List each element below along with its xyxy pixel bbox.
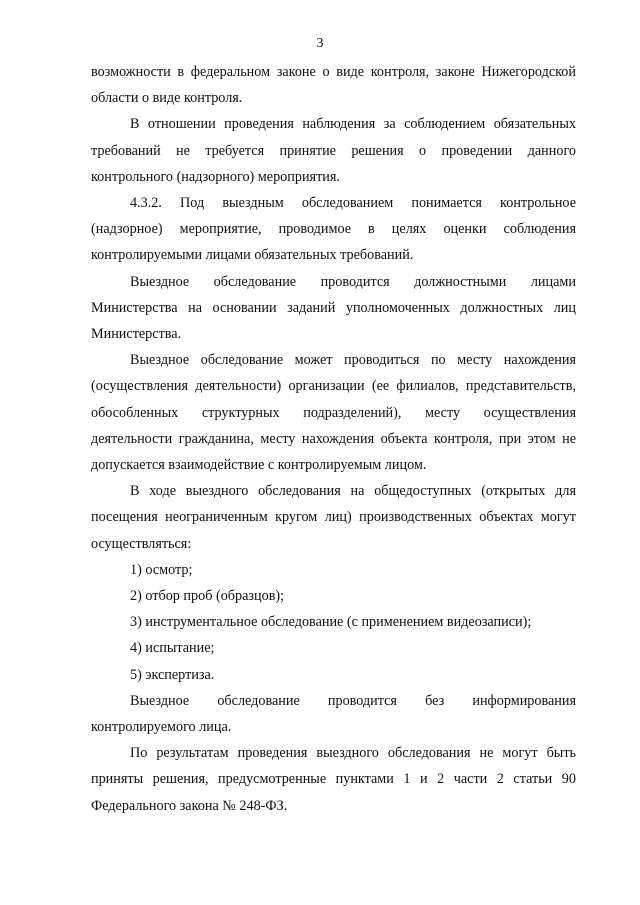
paragraph-continuation: возможности в федеральном законе о виде контроля, законе Нижегородской области о виде контроля.	[91, 64, 576, 107]
paragraph-definition: 4.3.2. Под выездным обследованием понимается контрольное (надзорное) мероприятие, проводимое в целях оценки соблюдения контролируемыми лицами обязательных требований.	[91, 195, 576, 264]
paragraph-observation: В отношении проведения наблюдения за соблюдением обязательных требований не требуется принятие решения о проведении данного контрольного (надзорного) мероприятия.	[91, 116, 576, 185]
list-item-expertise: 5) экспертиза.	[130, 666, 215, 683]
paragraph-officials: Выездное обследование проводится должностными лицами Министерства на основании заданий уполномоченных должностных лиц Министерства.	[91, 273, 576, 343]
paragraph-no-informing: Выездное обследование проводится без информирования контролируемого лица.	[91, 692, 576, 736]
paragraph-actions-intro: В ходе выездного обследования на общедоступных (открытых для посещения неограниченным кругом лиц) производственных объектах могут осуществляться:	[91, 483, 576, 552]
page-number: 3	[316, 36, 324, 51]
document-body	[91, 59, 576, 819]
list-item-sampling: 2) отбор проб (образцов);	[130, 588, 285, 605]
paragraph-results: По результатам проведения выездного обследования не могут быть приняты решения, предусмотренные пунктами 1 и 2 части 2 статьи 90 Федерального закона № 248-ФЗ.	[91, 745, 576, 814]
paragraph-location: Выездное обследование может проводиться по месту нахождения (осуществления деятельности) организации (ее филиалов, представительств, обособленных структурных подразделений), месту осуществления деятельности гражданина, месту нахождения объекта контроля, при этом не допускается взаимодействие с контролируемым лицом.	[91, 352, 576, 474]
list-item-instrumental: 3) инструментальное обследование (с применением видеозаписи);	[130, 614, 532, 631]
list-item-testing: 4) испытание;	[130, 640, 215, 657]
list-item-inspection: 1) осмотр;	[130, 561, 193, 578]
